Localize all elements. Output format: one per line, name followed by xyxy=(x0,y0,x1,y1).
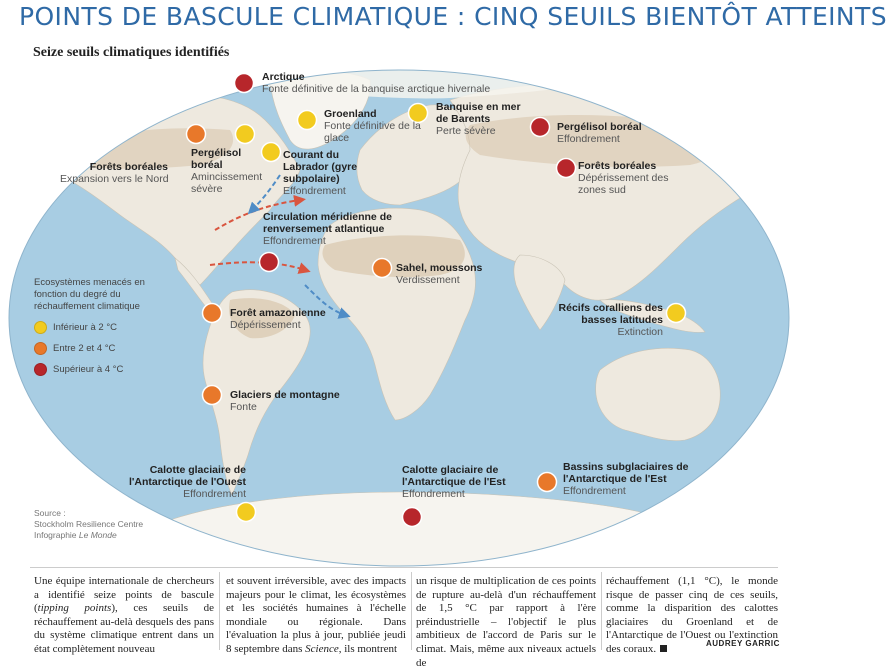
legend-label-mid: Entre 2 et 4 °C xyxy=(53,342,116,354)
label-glaciers-name: Glaciers de montagne xyxy=(230,389,340,401)
label-recifs-name: Récifs coralliens des basses latitudes xyxy=(558,302,663,326)
label-arctique-name: Arctique xyxy=(262,71,305,83)
source-credit xyxy=(34,508,143,541)
label-groenland xyxy=(324,108,434,144)
marker-calotte-est[interactable] xyxy=(403,508,422,527)
label-forets-boreales-e xyxy=(578,160,683,196)
label-glaciers-sub: Fonte xyxy=(230,401,257,413)
marker-bassins[interactable] xyxy=(538,473,557,492)
label-forets-boreales-e-name: Forêts boréales xyxy=(578,160,657,172)
source-italic: Le Monde xyxy=(78,530,117,540)
label-bassins-sub: Effondrement xyxy=(563,485,626,497)
divider xyxy=(30,567,778,568)
label-forets-boreales-w-name: Forêts boréales xyxy=(89,161,168,173)
map-subtitle: Seize seuils climatiques identifiés xyxy=(33,45,230,60)
label-calotte-ouest-name: Calotte glaciaire de l'Antarctique de l'Ouest xyxy=(128,464,246,488)
legend-title: Ecosystèmes menacés en fonction du degré du réchauffement climatique xyxy=(34,277,145,312)
label-sahel-name: Sahel, moussons xyxy=(396,262,483,274)
marker-circulation[interactable] xyxy=(260,253,279,272)
col2-italic: Science xyxy=(305,642,339,655)
col1-text-b: ), ces seuils de réchauffement au-delà desquels des pans du système climatique entrent dans un état complètement nouveau xyxy=(34,602,214,655)
label-calotte-ouest-sub: Effondrement xyxy=(183,488,246,500)
article-column-3: un risque de multiplication de ces points de rupture au-delà d'un réchauffement de 1,5 °C par rapport à l'ère préindustrielle – l'objectif le plus ambitieux de l'accord de Paris sur le climat. Mais, même aux niveaux actuels de xyxy=(416,575,596,669)
label-groenland-name: Groenland xyxy=(324,108,377,120)
label-forets-boreales-w xyxy=(60,161,168,185)
marker-calotte-ouest[interactable] xyxy=(237,503,256,522)
label-pergelisol-boreal-e-sub: Effondrement xyxy=(557,133,620,145)
label-calotte-ouest xyxy=(126,464,246,500)
label-sahel-sub: Verdissement xyxy=(396,274,460,286)
label-labrador xyxy=(283,149,373,197)
col2-text-a: et souvent irréversible, avec des impacts majeurs pour le climat, les écosystèmes et les sociétés humaines à l'échelle mondiale ou régionale. Dans l'évaluation la plus à jour, publiée jeudi 8 septembre dans xyxy=(226,575,406,655)
label-pergelisol-boreal-e xyxy=(557,121,642,145)
article-column-2 xyxy=(226,575,406,657)
legend xyxy=(34,277,154,376)
marker-amazonie[interactable] xyxy=(203,304,222,323)
legend-swatch-high xyxy=(34,363,47,376)
col4-text: réchauffement (1,1 °C), le monde risque de passer cinq de ces seuils, comme la disparition des calottes glaciaires du Groenland et de l'Antarctique de l'Ouest ou l'extinction des coraux. xyxy=(606,575,778,655)
marker-labrador[interactable] xyxy=(262,143,281,162)
marker-recifs[interactable] xyxy=(667,304,686,323)
legend-item-high xyxy=(34,363,154,376)
marker-forets-boreales-w[interactable] xyxy=(187,125,206,144)
label-pergelisol-boreal-w xyxy=(191,147,261,195)
label-groenland-sub: Fonte définitive de la glace xyxy=(324,120,421,144)
source-line-3 xyxy=(34,530,143,541)
column-separator xyxy=(219,572,220,650)
source-line-2: Stockholm Resilience Centre xyxy=(34,519,144,529)
label-arctique xyxy=(262,71,490,95)
label-calotte-est-name: Calotte glaciaire de l'Antarctique de l'Est xyxy=(402,464,506,488)
label-barents-name: Banquise en mer de Barents xyxy=(436,101,521,125)
label-labrador-name: Courant du Labrador (gyre subpolaire) xyxy=(283,149,358,185)
label-pergelisol-boreal-e-name: Pergélisol boréal xyxy=(557,121,642,133)
legend-swatch-mid xyxy=(34,342,47,355)
marker-arctique[interactable] xyxy=(235,74,254,93)
page-title: POINTS DE BASCULE CLIMATIQUE : CINQ SEUILS BIENTÔT ATTEINTS xyxy=(19,2,887,31)
col1-italic: tipping points xyxy=(37,602,112,615)
end-mark-icon xyxy=(660,645,667,652)
marker-groenland[interactable] xyxy=(298,111,317,130)
legend-label-high: Supérieur à 4 °C xyxy=(53,363,124,375)
label-amazonie-name: Forêt amazonienne xyxy=(230,307,326,319)
legend-item-low xyxy=(34,321,154,334)
marker-glaciers[interactable] xyxy=(203,386,222,405)
article-column-1 xyxy=(34,575,214,657)
label-barents-sub: Perte sévère xyxy=(436,125,496,137)
label-glaciers xyxy=(230,389,340,413)
source-line-1: Source : xyxy=(34,508,66,518)
label-labrador-sub: Effondrement xyxy=(283,185,346,197)
label-circulation-name: Circulation méridienne de renversement atlantique xyxy=(263,211,392,235)
marker-sahel[interactable] xyxy=(373,259,392,278)
label-circulation xyxy=(263,211,413,247)
label-circulation-sub: Effondrement xyxy=(263,235,326,247)
label-sahel xyxy=(396,262,482,286)
label-calotte-est xyxy=(402,464,522,500)
legend-swatch-low xyxy=(34,321,47,334)
label-calotte-est-sub: Effondrement xyxy=(402,488,465,500)
label-forets-boreales-w-sub: Expansion vers le Nord xyxy=(60,173,169,185)
label-bassins xyxy=(563,461,693,497)
label-forets-boreales-e-sub: Dépérissement des zones sud xyxy=(578,172,669,196)
label-amazonie xyxy=(230,307,326,331)
marker-forets-boreales-e[interactable] xyxy=(557,159,576,178)
label-recifs xyxy=(548,302,663,338)
marker-pergelisol-boreal-w[interactable] xyxy=(236,125,255,144)
column-separator xyxy=(601,572,602,650)
label-recifs-sub: Extinction xyxy=(617,326,663,338)
marker-pergelisol-boreal-e[interactable] xyxy=(531,118,550,137)
author-signature: AUDREY GARRIC xyxy=(706,639,780,648)
source-prefix: Infographie xyxy=(34,530,79,540)
label-bassins-name: Bassins subglaciaires de l'Antarctique de l'Est xyxy=(563,461,689,485)
legend-item-mid xyxy=(34,342,154,355)
label-pergelisol-boreal-w-name: Pergélisol boréal xyxy=(191,147,242,171)
col2-text-b: , ils montrent xyxy=(338,642,398,655)
label-amazonie-sub: Dépérissement xyxy=(230,319,301,331)
legend-label-low: Inférieur à 2 °C xyxy=(53,321,117,333)
label-arctique-sub: Fonte définitive de la banquise arctique hivernale xyxy=(262,83,491,95)
col1-text-a: Une équipe internationale de chercheurs a identifié seize points de bascule ( xyxy=(34,575,214,615)
label-barents xyxy=(436,101,531,137)
label-pergelisol-boreal-w-sub: Amincissement sévère xyxy=(191,171,263,195)
column-separator xyxy=(411,572,412,650)
